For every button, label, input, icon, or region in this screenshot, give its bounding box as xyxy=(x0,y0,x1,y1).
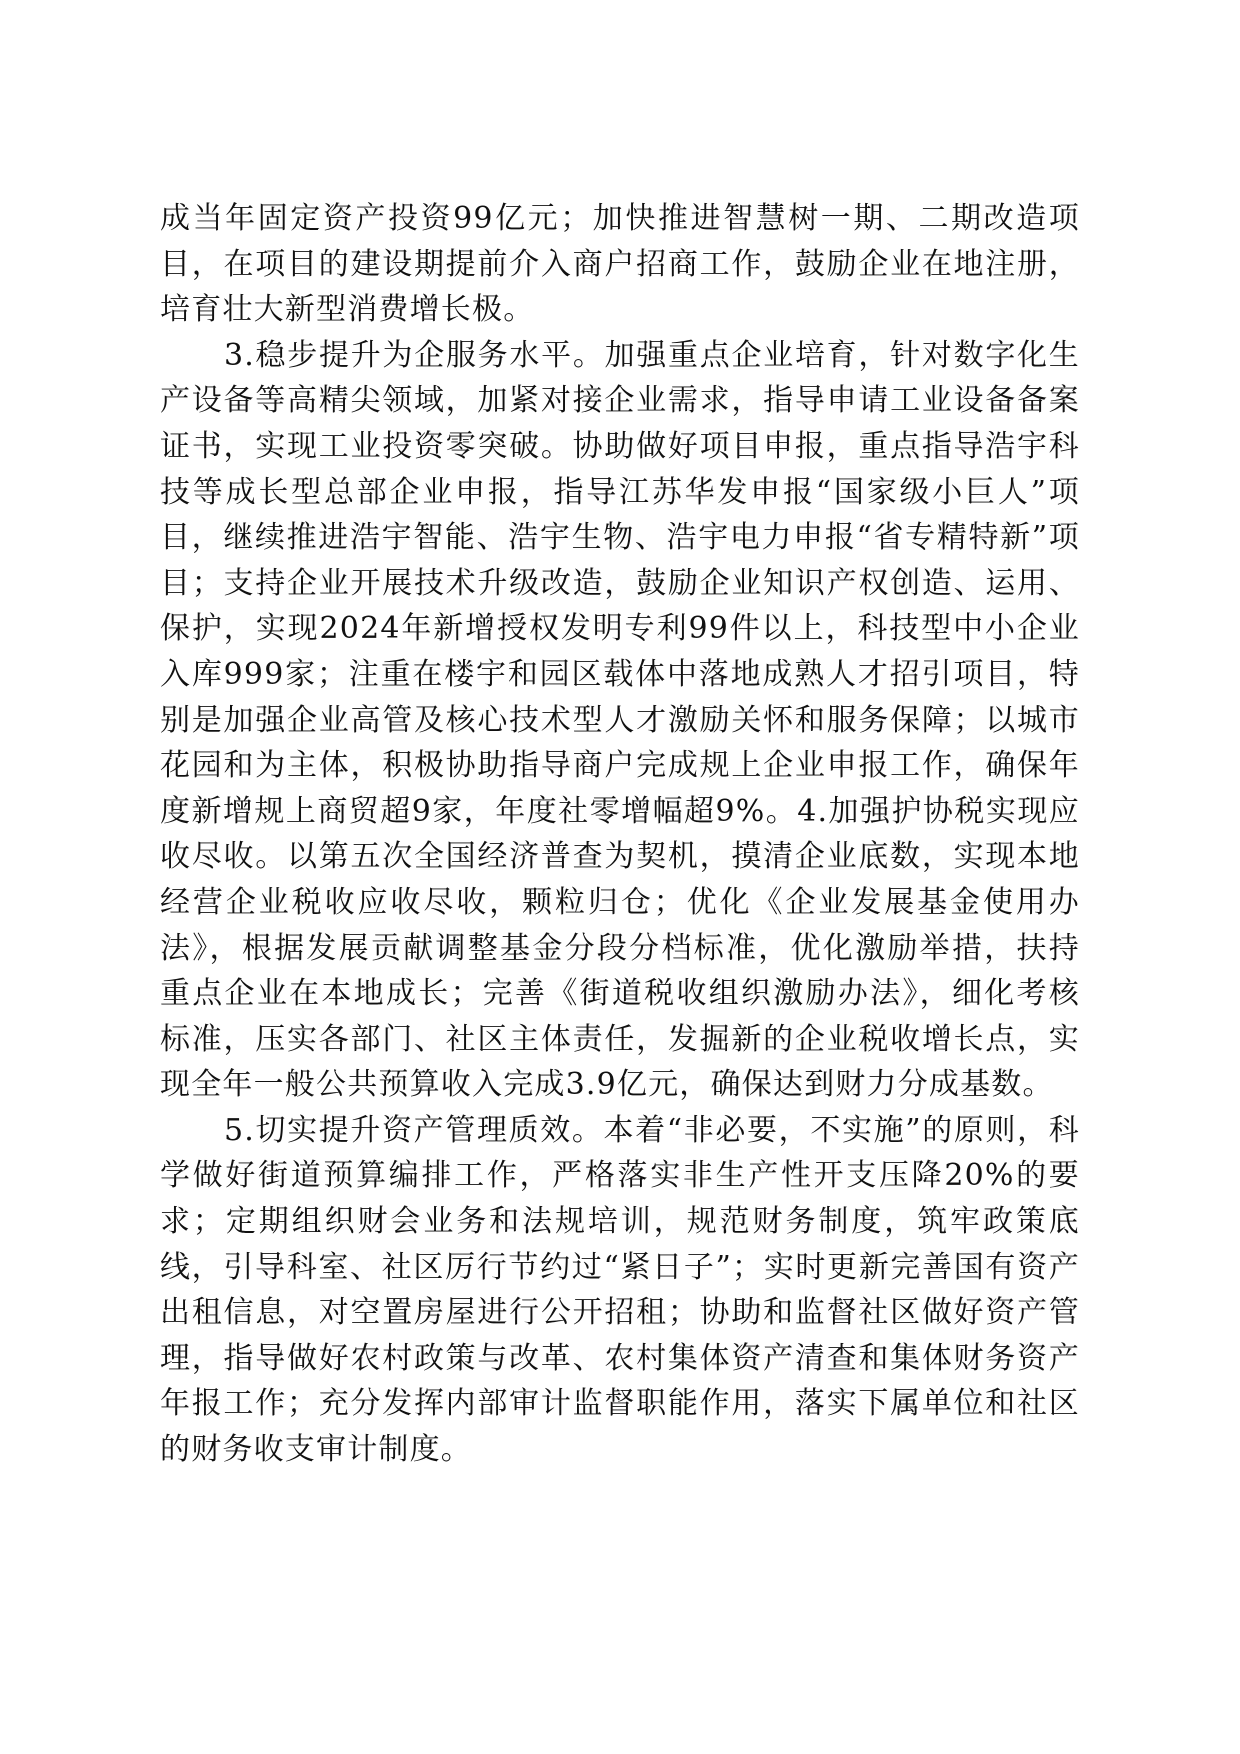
paragraph-service-level: 3.稳步提升为企服务水平。加强重点企业培育，针对数字化生产设备等高精尖领域，加紧对接企业需求，指导申请工业设备备案证书，实现工业投资零突破。协助做好项目申报，重点指导浩宇科技等成长型总部企业申报，指导江苏华发申报“国家级小巨人”项目，继续推进浩宇智能、浩宇生物、浩宇电力申报“省专精特新”项目；支持企业开展技术升级改造，鼓励企业知识产权创造、运用、保护，实现2024年新增授权发明专利99件以上，科技型中小企业入库999家；注重在楼宇和园区载体中落地成熟人才招引项目，特别是加强企业高管及核心技术型人才激励关怀和服务保障；以城市花园和为主体，积极协助指导商户完成规上企业申报工作，确保年度新增规上商贸超9家，年度社零增幅超9%。4.加强护协税实现应收尽收。以第五次全国经济普查为契机，摸清企业底数，实现本地经营企业税收应收尽收，颗粒归仓；优化《企业发展基金使用办法》，根据发展贡献调整基金分段分档标准，优化激励举措，扶持重点企业在本地成长；完善《街道税收组织激励办法》，细化考核标准，压实各部门、社区主体责任，发掘新的企业税收增长点，实现全年一般公共预算收入完成3.9亿元，确保达到财力分成基数。 xyxy=(160,337,1080,1103)
paragraph-asset-management: 5.切实提升资产管理质效。本着“非必要，不实施”的原则，科学做好街道预算编排工作，严格落实非生产性开支压降20%的要求；定期组织财会业务和法规培训，规范财务制度，筑牢政策底线，引导科室、社区厉行节约过“紧日子”；实时更新完善国有资产出租信息，对空置房屋进行公开招租；协助和监督社区做好资产管理，指导做好农村政策与改革、农村集体资产清查和集体财务资产年报工作；充分发挥内部审计监督职能作用，落实下属单位和社区的财务收支审计制度。 xyxy=(160,1112,1080,1468)
document-body xyxy=(160,196,1080,1473)
paragraph-continuation: 成当年固定资产投资99亿元；加快推进智慧树一期、二期改造项目，在项目的建设期提前介入商户招商工作，鼓励企业在地注册，培育壮大新型消费增长极。 xyxy=(160,201,1080,328)
